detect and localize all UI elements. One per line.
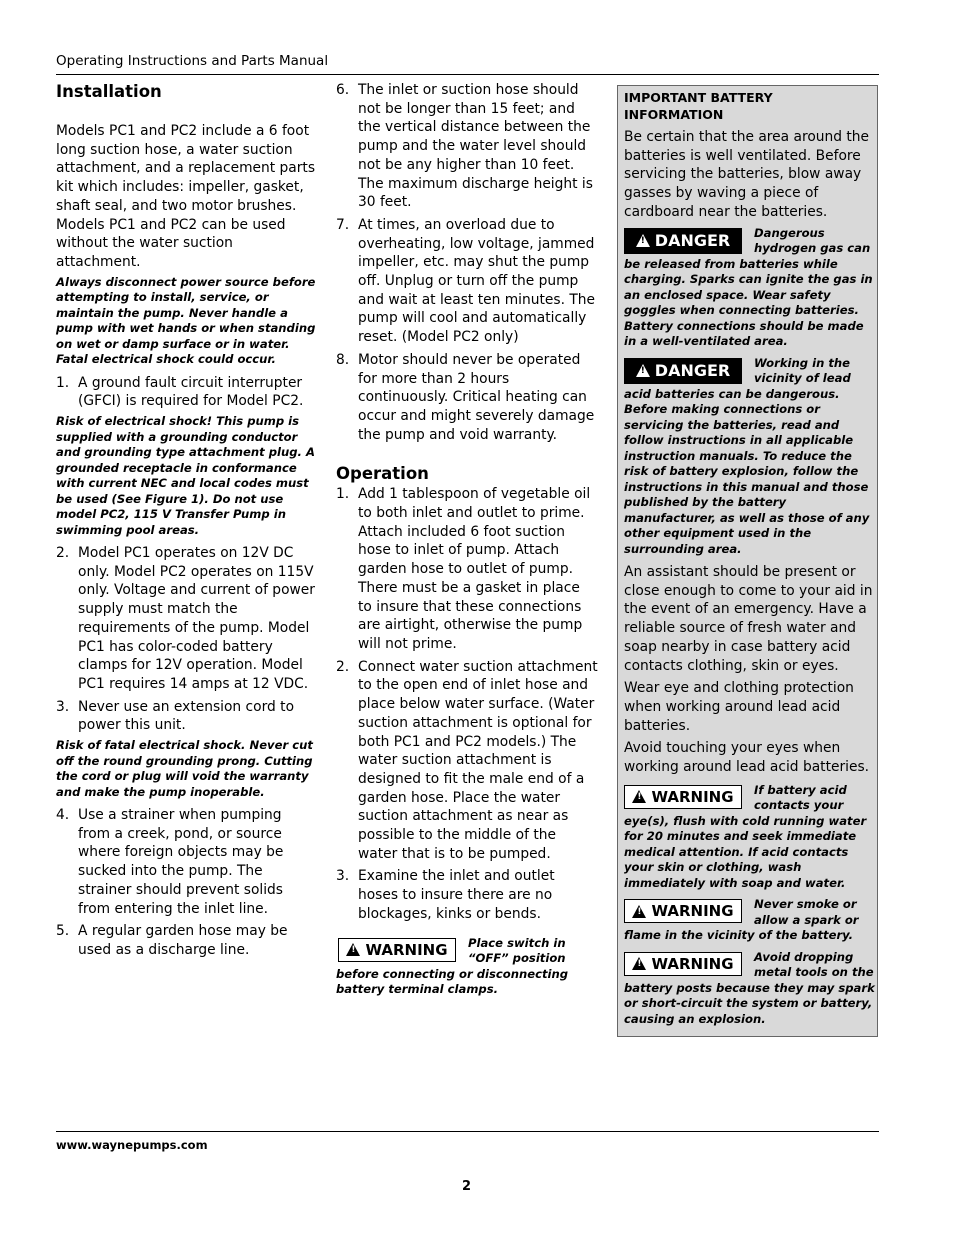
warning-triangle-icon: !: [632, 957, 646, 970]
warning-triangle-icon: !: [346, 943, 360, 956]
warning-acid-text: If battery acid contacts your eye(s), flush with cold running water for 20 minutes and seek immediate medical attention. If acid contacts your skin or clothing, wash immediately with soap and water.: [624, 782, 867, 890]
warning-badge: ! WARNING: [624, 899, 742, 923]
danger-hydrogen-text: Dangerous hydrogen gas can be released from batteries while charging. Sparks can ignite the gas in an enclosed space. Wear safety goggles when connecting batteries. Battery connections should be made in a well-ventilated area.: [624, 225, 873, 349]
danger-triangle-icon: !: [636, 234, 650, 247]
battery-protection-text: Wear eye and clothing protection when working around lead acid batteries.: [624, 680, 854, 734]
page-number: 2: [462, 1179, 472, 1194]
warning-smoke-text: Never smoke or allow a spark or flame in the vicinity of the battery.: [624, 897, 859, 943]
list-item: 3. Never use an extension cord to power this unit.: [56, 698, 295, 734]
list-item: 5. A regular garden hose may be used as a discharge line.: [56, 923, 288, 958]
danger-lead-acid-text: Working in the vicinity of lead acid batteries can be dangerous. Before making connections or servicing the batteries, read and follow instructions in all applicable instruction manuals. To reduce the risk of battery explosion, follow the instructions in this manual and those published by the battery manufacturer, as well as those of any other equipment used in the surrounding area.: [624, 355, 870, 556]
warning-badge: ! WARNING: [624, 952, 742, 976]
warning-tools-text: Avoid dropping metal tools on the battery posts because they may spark or short-circuit the system or battery, causing an explosion.: [624, 949, 875, 1026]
battery-info-box: [617, 85, 878, 1037]
list-item: 2. Connect water suction attachment to the open end of inlet hose and place below water surface. (Water suction attachment is optional for both PC1 and PC2 models.) The water suction attachment is designed to fit the male end of a garden hose. Place the water suction attachment as near as possible to the middle of the water that is to be pumped.: [336, 658, 598, 862]
warning-badge: ! WARNING: [338, 938, 456, 962]
warning-electrical-shock: Risk of electrical shock! This pump is supplied with a grounding conductor and grounding type attachment plug. A grounded receptacle in conformance with current NEC and local codes must be used (See Figure 1). Do not use model PC2, 115 V Transfer Pump in swimming pool areas.: [56, 414, 315, 537]
header-rule: [56, 74, 879, 75]
battery-assistant-text: An assistant should be present or close enough to come to your aid in the event of an emergency. Have a reliable source of fresh water and soap nearby in case battery acid contacts clothing, skin or eyes.: [624, 564, 873, 674]
warning-block-acid: [624, 783, 875, 892]
operation-warning: [336, 936, 598, 998]
footer-rule: [56, 1131, 879, 1132]
list-item: 1. A ground fault circuit interrupter (GFCI) is required for Model PC2.: [56, 374, 304, 410]
running-header: Operating Instructions and Parts Manual: [56, 53, 329, 69]
list-item: 1. Add 1 tablespoon of vegetable oil to both inlet and outlet to prime. Attach included 6 foot suction hose to inlet of pump. Attach garden hose to outlet of pump. There must be a gasket in place to insure that these connections are airtight, otherwise the pump will not prime.: [336, 486, 591, 652]
warning-block-smoke: [624, 897, 875, 944]
warning-badge: ! WARNING: [624, 785, 742, 809]
battery-eyes-text: Avoid touching your eyes when working around lead acid batteries.: [624, 740, 870, 776]
warning-grounding-prong: Risk of fatal electrical shock. Never cut off the round grounding prong. Cutting the cord or plug will void the warranty and make the pump inoperable.: [56, 738, 313, 799]
list-item: 3. Examine the inlet and outlet hoses to insure there are no blockages, kinks or bends.: [336, 868, 555, 922]
column-middle: [336, 81, 598, 998]
list-item: 2. Model PC1 operates on 12V DC only. Model PC2 operates on 115V only. Voltage and current of power supply must match the requirements of the pump. Model PC1 has color-coded battery clamps for 12V operation. Model PC1 requires 14 amps at 12 VDC.: [56, 545, 315, 692]
danger-badge: ! DANGER: [624, 228, 742, 254]
danger-badge: ! DANGER: [624, 358, 742, 384]
battery-ventilation-text: Be certain that the area around the batteries is well ventilated. Before servicing the batteries, blow away gasses by waving a piece of cardboard near the batteries.: [624, 129, 870, 220]
battery-heading: IMPORTANT BATTERY INFORMATION: [624, 90, 773, 122]
list-item: 4. Use a strainer when pumping from a creek, pond, or source where foreign objects may be sucked into the pump. The strainer should prevent solids from entering the inlet line.: [56, 807, 284, 917]
danger-block-hydrogen: [624, 226, 875, 350]
list-item: 6. The inlet or suction hose should not be longer than 15 feet; and the vertical distance between the pump and the water level should not be any higher than 10 feet. The maximum discharge height is 30 feet.: [336, 82, 593, 211]
warning-triangle-icon: !: [632, 905, 646, 918]
list-item: 8. Motor should never be operated for more than 2 hours continuously. Critical heating can occur and might severely damage the pump and void warranty.: [336, 351, 595, 443]
list-item: 7. At times, an overload due to overheating, low voltage, jammed impeller, etc. may shut the pump off. Unplug or turn off the pump and wait at least ten minutes. The pump will cool and automatically reset. (Model PC2 only): [336, 216, 596, 346]
warning-block-tools: [624, 950, 875, 1028]
column-installation: [56, 82, 318, 960]
footer-website-link[interactable]: www.waynepumps.com: [56, 1138, 208, 1152]
warning-triangle-icon: !: [632, 790, 646, 803]
danger-triangle-icon: !: [636, 364, 650, 377]
installation-intro: Models PC1 and PC2 include a 6 foot long suction hose, a water suction attachment, and a replacement parts kit which includes: impeller, gasket, shaft seal, and two motor brushes. Models PC1 and PC2 can be used without the water suction attachment.: [56, 123, 316, 270]
warning-switch-off: Place switch in “OFF” position before connecting or disconnecting battery terminal clamps.: [336, 935, 569, 997]
warning-disconnect-power: Always disconnect power source before attempting to install, service, or maintain the pump. Never handle a pump with wet hands or when standing on wet or damp surface or in water. Fatal electrical shock could occur.: [56, 274, 316, 367]
installation-heading: Installation: [56, 82, 162, 101]
operation-heading: Operation: [336, 464, 429, 484]
danger-block-lead-acid: [624, 356, 875, 558]
